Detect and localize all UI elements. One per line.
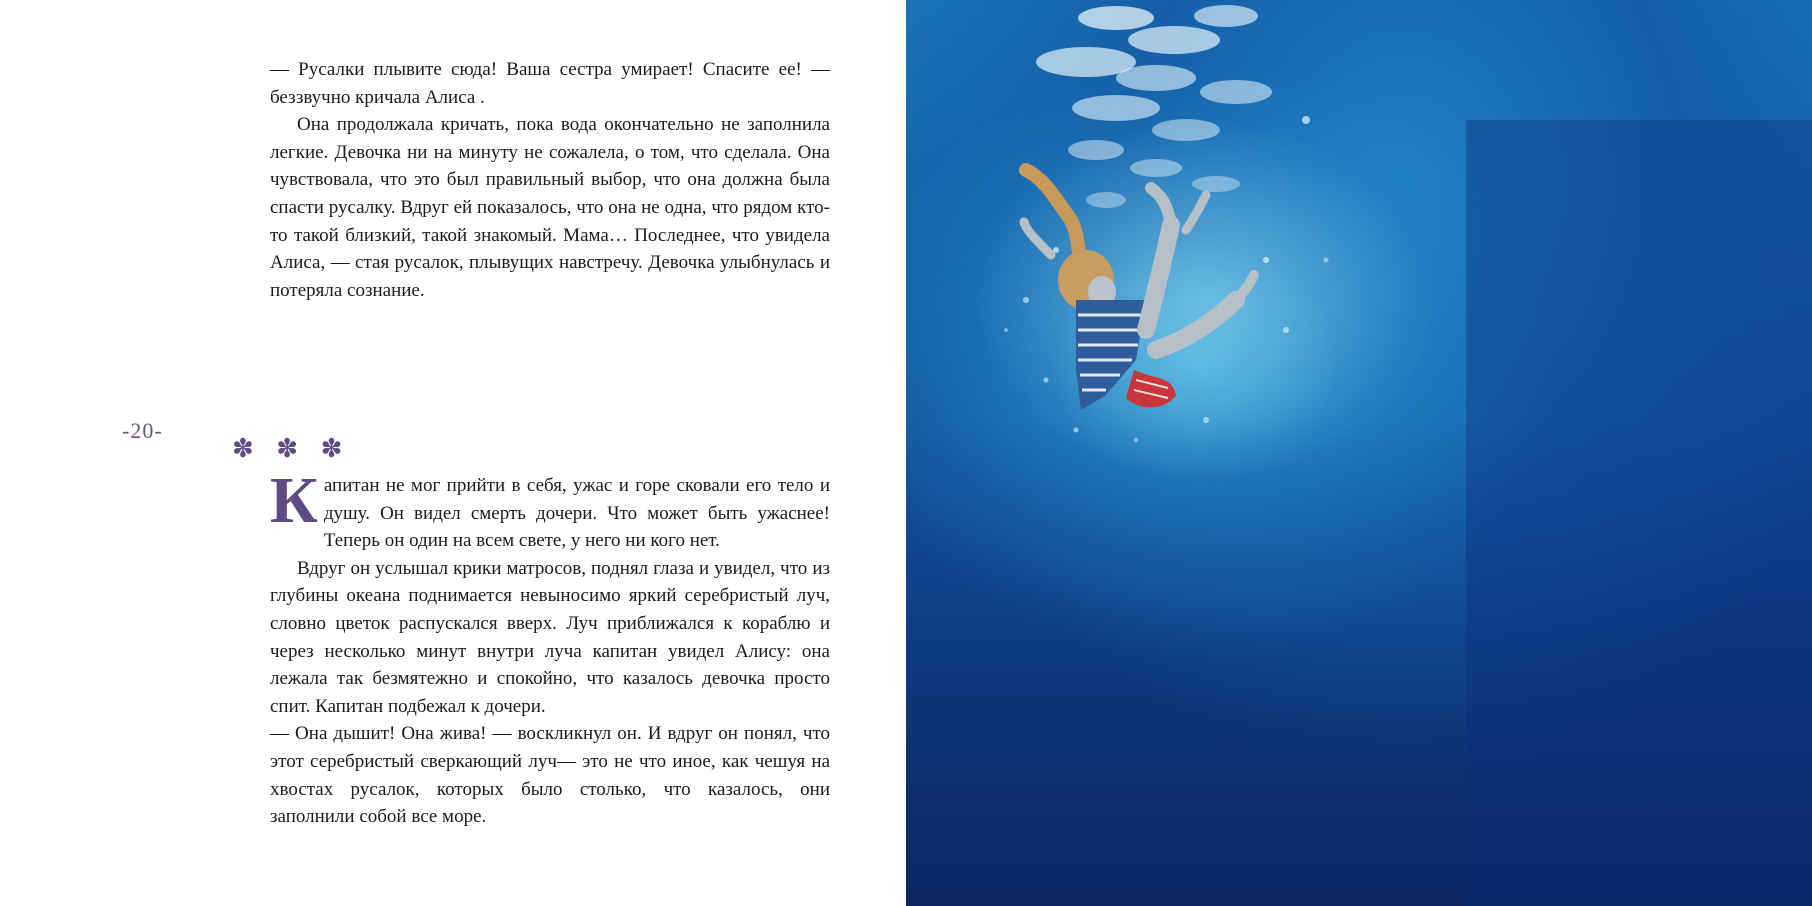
page-number: -20- xyxy=(122,418,163,443)
paragraph-3 xyxy=(270,464,830,555)
paragraph-1: — Русалки плывите сюда! Ваша сестра умирает! Спасите ее! — беззвучно кричала Алиса . xyxy=(270,59,830,108)
underwater-illustration xyxy=(906,0,1812,906)
text-block-top xyxy=(270,56,830,304)
text-block-bottom xyxy=(270,464,830,831)
paragraph-5: — Она дышит! Она жива! — воскликнул он. И вдруг он понял, что этот серебристый сверкающий луч— это не что иное, как чешуя на хвостах русалок, которых было столько, что казалось, они заполнили собой все море. xyxy=(270,723,830,828)
paragraph-3-text: апитан не мог прийти в себя, ужас и горе сковали его тело и душу. Он видел смерть дочери. Что может быть ужаснее! Теперь он один на всем свете, у него ни кого нет. xyxy=(323,475,830,552)
illustration-art xyxy=(906,0,1812,906)
paragraph-2: Она продолжала кричать, пока вода окончательно не заполнила легкие. Девочка ни на минуту не сожалела, о том, что сделала. Она чувствовала, что это был правильный выбор, что она должна была спасти русалку. Вдруг ей показалось, что она не одна, что рядом кто-то такой близкий, такой знакомый. Мама… Последнее, что увидела Алиса, — стая русалок, плывущих навстречу. Девочка улыбнулась и потеряла сознание. xyxy=(270,114,830,301)
flower-ornament-icon: ✽ ✽ ✽ xyxy=(232,434,351,463)
dark-water-right xyxy=(1466,120,1812,906)
drop-cap: К xyxy=(270,464,318,537)
paragraph-4: Вдруг он услышал крики матросов, поднял глаза и увидел, что из глубины океана поднимается невыносимо яркий серебристый луч, словно цветок распускался вверх. Луч приближался к кораблю и через несколько минут внутри луча капитан увидел Алису: она лежала так безмятежно и спокойно, что казалось девочка просто спит. Капитан подбежал к дочери. xyxy=(270,557,830,717)
